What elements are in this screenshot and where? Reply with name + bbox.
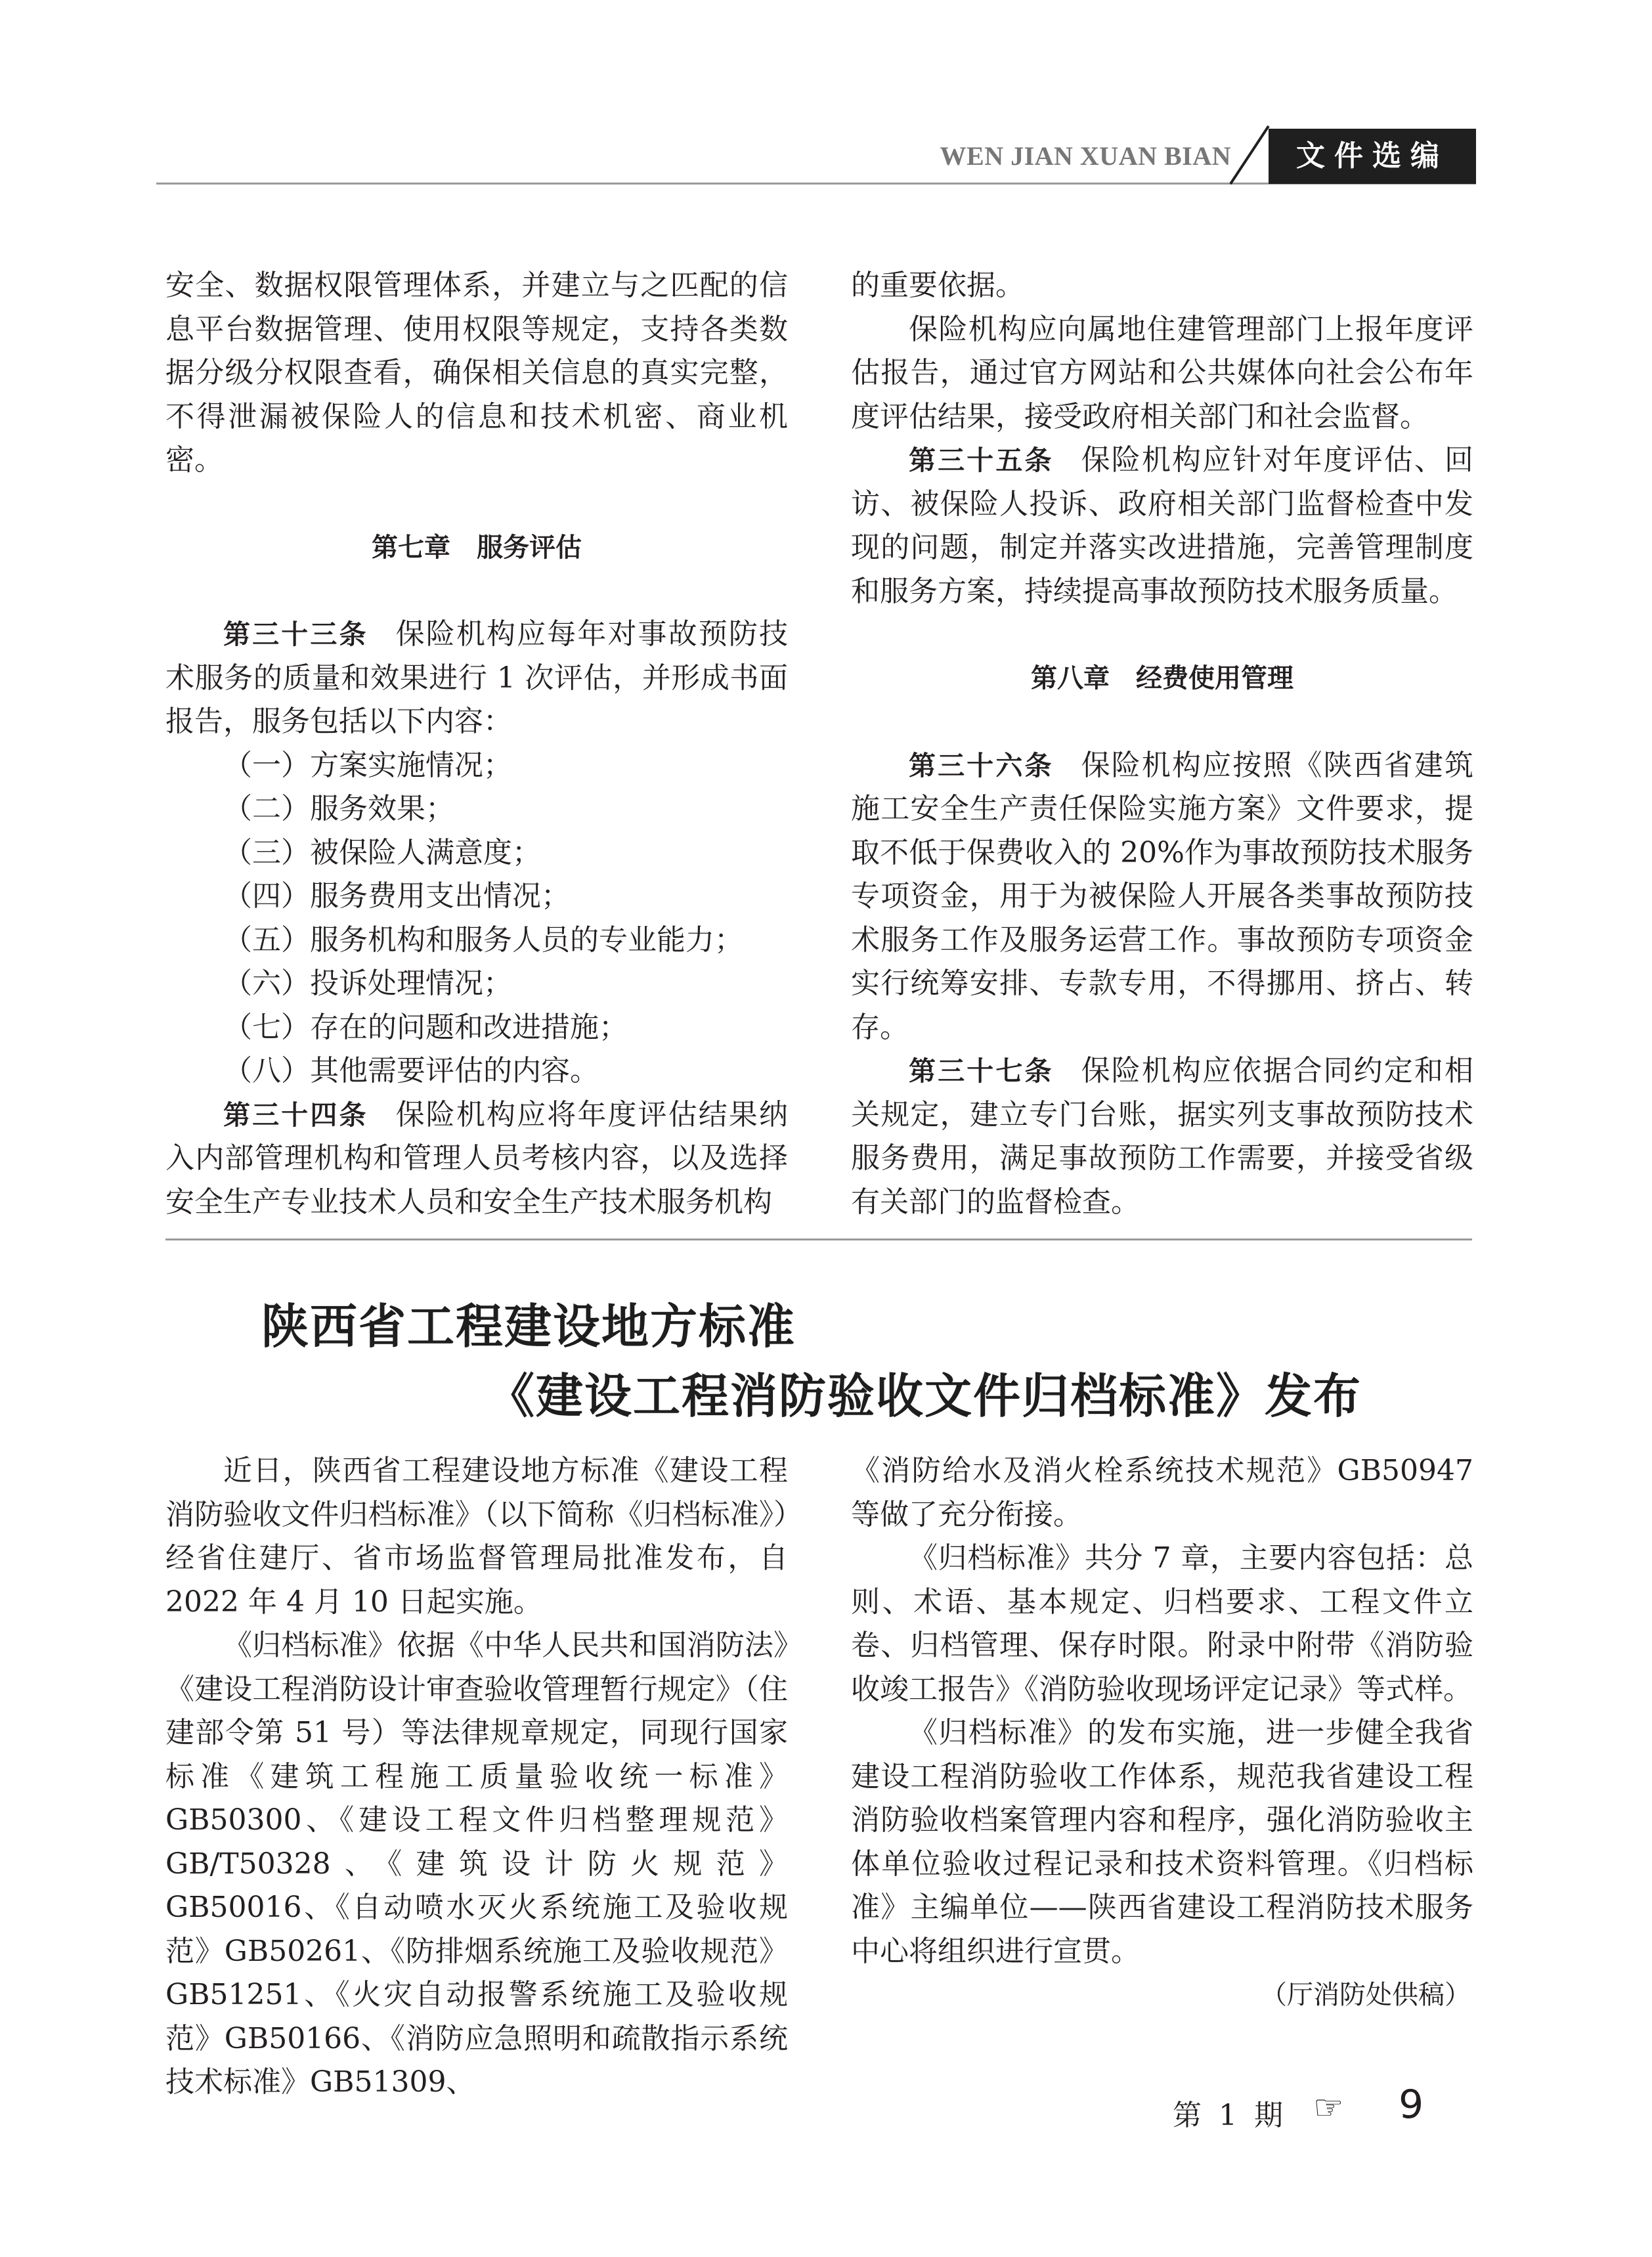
- issue-number: 第 1 期: [1173, 2099, 1287, 2132]
- list-item: （七）存在的问题和改进措施；: [223, 1010, 628, 1044]
- header-slash-icon: [1227, 123, 1272, 186]
- chapter-heading: 第七章 服务评估: [372, 532, 582, 563]
- spacer: [851, 613, 1473, 657]
- list-item: （一）方案实施情况；: [223, 748, 512, 782]
- clause-label: 第三十四条: [223, 1099, 368, 1131]
- article-clause: [165, 613, 788, 744]
- paragraph: 近日，陕西省工程建设地方标准《建设工程消防验收文件归档标准》（以下简称《归档标准》）经省住建厅、省市场监督管理局批准发布，自 2022 年 4 月 10 日起实施。: [165, 1454, 788, 1619]
- paragraph: 《归档标准》共分 7 章，主要内容包括：总则、术语、基本规定、归档要求、工程文件立卷、归档管理、保存时限。附录中附带《消防验收竣工报告》《消防验收现场评定记录》等式样。: [851, 1541, 1473, 1706]
- clause-text: 保险机构应依据合同约定和相关规定，建立专门台账，据实列支事故预防技术服务费用，满足事故预防工作需要，并接受省级有关部门的监督检查。: [851, 1054, 1474, 1219]
- paragraph: 《归档标准》依据《中华人民共和国消防法》《建设工程消防设计审查验收管理暂行规定》（住建部令第 51 号）等法律规章规定，同现行国家标准《建筑工程施工质量验收统一标准》GB50300、《建设工程文件归档整理规范》GB/T50328、《建筑设计防火规范》GB50016、《自动喷水灭火系统施工及验收规范》GB50261、《防排烟系统施工及验收规范》GB51251、《火灾自动报警系统施工及验收规范》GB50166、《消防应急照明和疏散指示系统技术标准》GB51309、: [165, 1629, 788, 2099]
- spacer: [851, 701, 1473, 744]
- clause-text: 保险机构应针对年度评估、回访、被保险人投诉、政府相关部门监督检查中发现的问题，制定并落实改进措施，完善管理制度和服务方案，持续提高事故预防技术服务质量。: [851, 443, 1474, 608]
- list-item: （二）服务效果；: [223, 792, 454, 825]
- clause-label: 第三十六条: [909, 749, 1054, 781]
- paragraph: 《归档标准》的发布实施，进一步健全我省建设工程消防验收工作体系，规范我省建设工程消防验收档案管理内容和程序，强化消防验收主体单位验收过程记录和技术资料管理。《归档标准》主编单位——陕西省建设工程消防技术服务中心将组织进行宣贯。: [851, 1716, 1473, 1968]
- list-item: （六）投诉处理情况；: [223, 967, 512, 1000]
- top-right-column: [851, 264, 1473, 1224]
- top-left-column: [165, 264, 788, 1224]
- list-item: （三）被保险人满意度；: [223, 835, 541, 869]
- article-right-column: [851, 1449, 1473, 2017]
- spacer: [165, 569, 788, 613]
- paragraph-continued: 《消防给水及消火栓系统技术规范》GB50947 等做了充分衔接。: [851, 1454, 1473, 1531]
- list-item: （四）服务费用支出情况；: [223, 879, 570, 913]
- clause-label: 第三十七条: [909, 1055, 1054, 1087]
- article-divider: [165, 1238, 1472, 1240]
- article-clause: [851, 439, 1473, 613]
- article-title-line1: 陕西省工程建设地方标准: [261, 1299, 796, 1354]
- clause-text: 保险机构应按照《陕西省建筑施工安全生产责任保险实施方案》文件要求，提取不低于保费收入的 20%作为事故预防技术服务专项资金，用于为被保险人开展各类事故预防技术服务工作及服务运营工作。事故预防专项资金实行统筹安排、专款专用，不得挪用、挤占、转存。: [851, 748, 1474, 1044]
- clause-text: 保险机构应每年对事故预防技术服务的质量和效果进行 1 次评估，并形成书面报告，服务包括以下内容：: [165, 617, 789, 738]
- clause-label: 第三十五条: [909, 445, 1054, 476]
- list-item: （五）服务机构和服务人员的专业能力；: [223, 923, 743, 957]
- paragraph-continued: 的重要依据。: [851, 269, 1024, 302]
- clause-label: 第三十三条: [223, 619, 368, 650]
- chapter-heading: 第八章 经费使用管理: [1031, 663, 1293, 693]
- spacer: [165, 483, 788, 526]
- list-item: （八）其他需要评估的内容。: [223, 1054, 599, 1087]
- paragraph: 保险机构应向属地住建管理部门上报年度评估报告，通过官方网站和公共媒体向社会公布年度评估结果，接受政府相关部门和社会监督。: [851, 312, 1473, 433]
- header-pinyin: WEN JIAN XUAN BIAN: [940, 141, 1231, 171]
- header-section-label: 文件选编: [1269, 129, 1476, 184]
- paragraph-continued: 安全、数据权限管理体系，并建立与之匹配的信息平台数据管理、使用权限等规定，支持各类数据分级分权限查看，确保相关信息的真实完整，不得泄漏被保险人的信息和技术机密、商业机密。: [165, 269, 788, 477]
- article-clause: [851, 744, 1473, 1050]
- article-clause: [165, 1093, 788, 1225]
- page-number: 9: [1399, 2082, 1424, 2128]
- article-clause: [851, 1049, 1473, 1224]
- clause-text: 保险机构应将年度评估结果纳入内部管理机构和管理人员考核内容，以及选择安全生产专业技术人员和安全生产技术服务机构: [165, 1097, 789, 1219]
- source-credit: （厅消防处供稿）: [1261, 1980, 1471, 2010]
- pointing-hand-icon: ☞: [1313, 2088, 1344, 2128]
- article-title-line2: 《建设工程消防验收文件归档标准》发布: [487, 1369, 1362, 1424]
- article-left-column: [165, 1449, 788, 2105]
